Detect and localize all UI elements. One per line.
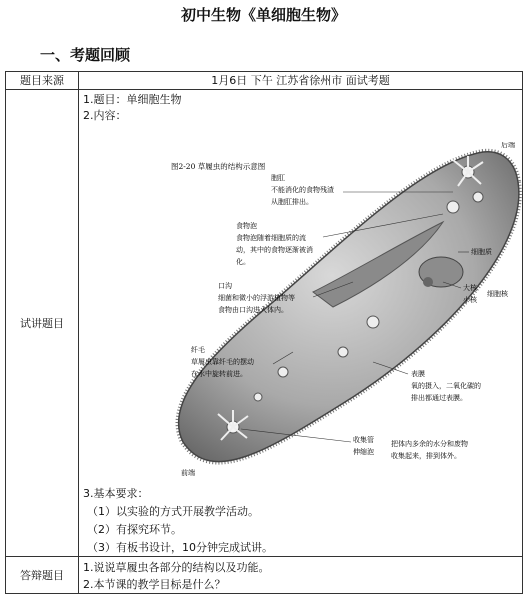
anterior-label: 前端 <box>181 469 195 477</box>
source-label: 题目来源 <box>6 72 79 90</box>
svg-text:细菌和微小的浮游植物等: 细菌和微小的浮游植物等 <box>218 294 295 302</box>
defense-question-1: 1.说说草履虫各部分的结构以及功能。 <box>83 561 270 574</box>
defense-label: 答辩题目 <box>6 557 79 594</box>
food-vacuole <box>254 393 262 401</box>
svg-text:氧的摄入，二氧化碳的: 氧的摄入，二氧化碳的 <box>411 382 481 390</box>
label-oral-groove <box>218 281 295 314</box>
exam-table <box>5 71 523 594</box>
micronucleus <box>423 277 433 287</box>
label-contractile <box>353 435 468 461</box>
label-membrane <box>411 369 481 402</box>
defense-question-2: 2.本节课的教学目标是什么？ <box>83 578 226 591</box>
svg-text:排出都通过表膜。: 排出都通过表膜。 <box>411 394 467 402</box>
label-nucleus: 细胞核 <box>487 290 508 298</box>
defense-content <box>79 557 523 594</box>
label-anal-pore <box>271 173 334 206</box>
label-macronucleus: 大核 <box>463 284 477 292</box>
svg-text:在水中旋转前进。: 在水中旋转前进。 <box>191 370 247 378</box>
label-cytoplasm: 细胞质 <box>471 248 492 256</box>
svg-text:把体内多余的水分和废物: 把体内多余的水分和废物 <box>391 440 468 448</box>
requirements-title: 3.基本要求： <box>83 487 149 500</box>
section-heading: 一、考题回顾 <box>40 46 131 64</box>
label-micronucleus: 小核 <box>463 296 477 304</box>
paramecium-diagram <box>123 142 523 482</box>
paramecium-figure <box>123 142 523 482</box>
figure-caption: 图2-20 草履虫的结构示意图 <box>171 162 266 171</box>
lecture-row <box>6 90 523 557</box>
svg-text:伸缩泡: 伸缩泡 <box>353 448 374 456</box>
svg-text:从胞肛排出。: 从胞肛排出。 <box>271 198 313 206</box>
header-row <box>6 72 523 90</box>
svg-text:化。: 化。 <box>236 258 250 266</box>
requirement-3: （3）有板书设计，10分钟完成试讲。 <box>87 541 273 554</box>
document-title: 初中生物《单细胞生物》 <box>180 6 346 24</box>
topic-line: 1.题目：单细胞生物 <box>83 93 182 106</box>
svg-text:草履虫靠纤毛的摆动: 草履虫靠纤毛的摆动 <box>191 358 254 366</box>
defense-row <box>6 557 523 594</box>
svg-text:收集管: 收集管 <box>353 436 374 444</box>
food-vacuole <box>473 192 483 202</box>
lecture-content <box>79 90 523 557</box>
svg-text:收集起来，排到体外。: 收集起来，排到体外。 <box>391 452 461 460</box>
svg-text:食物泡随着细胞质的流: 食物泡随着细胞质的流 <box>236 234 306 242</box>
requirement-2: （2）有探究环节。 <box>87 523 182 536</box>
svg-text:胞肛: 胞肛 <box>271 174 285 182</box>
lecture-label: 试讲题目 <box>6 90 79 557</box>
food-vacuole <box>367 316 379 328</box>
svg-text:食物由口沟进入体内。: 食物由口沟进入体内。 <box>218 306 288 314</box>
label-food-vacuole <box>236 221 313 266</box>
svg-text:纤毛: 纤毛 <box>191 346 205 354</box>
svg-text:动，其中的食物逐渐被消: 动，其中的食物逐渐被消 <box>236 246 313 254</box>
food-vacuole <box>338 347 348 357</box>
requirement-1: （1）以实验的方式开展教学活动。 <box>87 505 259 518</box>
svg-text:表膜: 表膜 <box>411 370 425 378</box>
svg-text:不能消化的食物残渣: 不能消化的食物残渣 <box>271 186 334 194</box>
food-vacuole <box>447 201 459 213</box>
content-line: 2.内容： <box>83 109 127 122</box>
svg-text:口沟: 口沟 <box>218 282 232 290</box>
food-vacuole <box>278 367 288 377</box>
posterior-label: 后端 <box>501 142 515 149</box>
svg-text:食物泡: 食物泡 <box>236 222 257 230</box>
source-value: 1月6日 下午 江苏省徐州市 面试考题 <box>79 72 523 90</box>
